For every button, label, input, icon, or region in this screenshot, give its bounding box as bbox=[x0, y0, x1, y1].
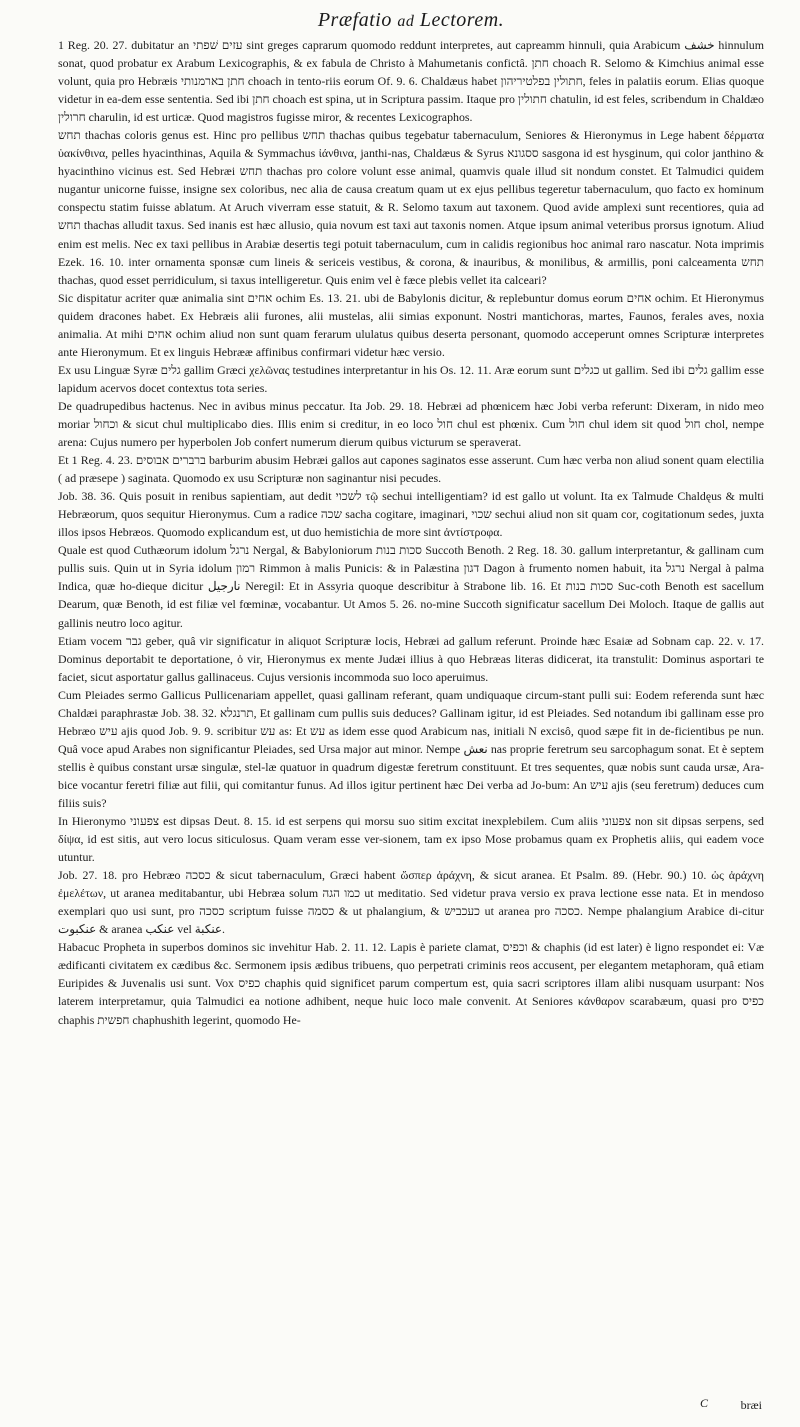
paragraph: Job. 27. 18. pro Hebræo כסכה & sicut tabernaculum, Græci habent ὥσπερ ἀράχνη, & sicut aranea. Et Psalm. 89. (Hebr. 90.) 10. ὡς ἀράχνη ἐμελέτων, ut aranea meditabantur, ubi Hebræa solum כמו הגה ut meditatio. Sed videtur prava versio ex prava lectione esse nata. Et in mendoso exemplari quo usi sunt, pro כסכה scriptum fuisse כסמה & ut phalangium, & כעכביש ut aranea pro כסכה. Nempe phalangium Arabice di-citur عنكبوت & aranea عنكب vel عنكبة. bbox=[58, 868, 764, 937]
running-head-right: Lectorem. bbox=[419, 9, 505, 31]
paragraph: Sic dispitatur acriter quæ animalia sint אחים ochim Es. 13. 21. ubi de Babylonis dicitur, & replebuntur domus eorum אחים ochim. Et Hieronymus quidem dracones habet. Ex Hebræis alii furones, alii mustelas, alii simias exponunt. Nostri mantichoras, martes, Faunos, ferales aves, noxia animalia. At mihi אחים ochim aliud non sunt quam ferarum ululatus quibus deserta personant, quomodo acceperunt omnes Scripturæ interpretes ante Hieronymum. Et ex linguis Hebrææ affinibus confirmari videtur hæc versio. bbox=[58, 290, 764, 359]
paragraph: Etiam vocem גבר geber, quâ vir significatur in aliquot Scripturæ locis, Hebræi ad gallum referunt. Proinde hæc Esaiæ ad Sobnam cap. 22. v. 17. Dominus deportabit te deportatione, ὁ vir, Hieronymus ex mente Judæi illius à quo Hebræas literas didicerat, ita transtulit: Dominus asportari te faciet, sicut asportatur gallus gallinaceus. Cujus versionis incommoda suo loco aperuimus. bbox=[58, 633, 764, 684]
catchword: bræi bbox=[740, 1398, 762, 1412]
paragraph: In Hieronymo צפעוני est dipsas Deut. 8. 15. id est serpens qui morsu suo sitim excitat inexplebilem. Cum aliis צפעוני non sit dipsas serpens, sed δίψα, id est sitis, aut vero locus siticulosus. Quam veram esse ver-sionem, tam ex ipso Mose probamus quam ex Prophetis aliis, qui eadem voce utuntur. bbox=[58, 814, 764, 865]
paragraph: Quale est quod Cuthæorum idolum נרגל Nergal, & Babyloniorum סכות בנות Succoth Benoth. 2 Reg. 18. 30. gallum interpretantur, & gallinam cum pullis suis. Quin ut in Syria idolum רמון Rimmon à malis Punicis: & in Palæstina דגון Dagon à frumento nomen habuit, ita נרגל Nergal à palma Indica, quæ ho-dieque dicitur نارجيل Neregil: Et in Assyria quoque describitur à Strabone lib. 16. Et סכות בנות Suc-coth Benoth est sacellum Dearum, quæ Benoth, id est filiæ vel fœminæ, vocabantur. Ut Amos 5. 26. no-mine Succoth significatur sacellum Dei Moloch. Itaque de gallis aut gallinis neutro loco agitur. bbox=[58, 543, 765, 630]
paragraph: Et 1 Reg. 4. 23. ברברים אבוסים barburim abusim Hebræi gallos aut capones saginatos esse asserunt. Cum hæc verba non aliud sonent quam electilia ( ad præsepe ) saginata. Quomodo ex usu Scripturæ non saginantur nisi pecudes. bbox=[58, 453, 764, 486]
paragraph: תחש thachas coloris genus est. Hinc pro pellibus תחש thachas quibus tegebatur tabernaculum, Seniores & Hieronymus in Lege habent δέρματα ὑακίνθινα, pelles hyacinthinas, Aquila & Symmachus ἰάνθινα, janthi-nas, Chaldæus & Syrus ססגונא sasgona id est hysginum, qui color janthino & hyacinthino vicinus est. Sed Hebræi תחש thachas pro colore volunt esse animal, quamvis quale illud sit nondum constet. Et Talmudici quidem nugantur unicorne fuisse, insigne sex coloribus, nec alia de causa creatum quam ut ex ejus pellibus tegeretur tabernaculum, quo facto ex hominum conspectu statim fuisse ablatum. At Aruch viverram esse statuit, & R. Selomo taxum aut taxonem. Quod avide amplexi sunt recentiores, quia ad תחש thachas alludit taxus. Sed inanis est hæc allusio, quia novum est taxi aut taxonis nomen. Atque ipsum animal veteribus prorsus ignotum. Aliud enim est melis. Nec ex taxi pellibus in Arabiæ desertis tegi potuit tabernaculum, cum in calidis regionibus hoc animal raro nascatur. Nota imprimis Ezek. 16. 10. inter ornamenta sponsæ cum lineis & sericeis vestibus, & corona, & inauribus, & monilibus, & armillis, poni calceamenta תחש thachas, quod esset perridiculum, si taxus intelligeretur. Quis enim vel è fæce plebis vellet ita calceari? bbox=[58, 128, 764, 287]
paragraph: Cum Pleiades sermo Gallicus Pullicenariam appellet, quasi gallinam referant, quam undiquaque circum-stant pulli sui: Eodem referenda sunt hæc Chaldæi paraphrastæ Job. 38. 32. תרנגלא, Et gallinam cum pullis suis deduces? Gallinam igitur, id est Pleiades. Sed notandum ibi gallinam esse pro Hebræo עיש ajis quod Job. 9. 9. scribitur עש as: Et עש as idem esse quod Arabicum nas, initiali N excisô, quod sæpe fit in de-ficientibus pe nun. Quâ voce apud Arabes non significantur Pleiades, sed Ursa major aut minor. Nempe نعش nas proprie feretrum seu sarcophagum sonat. Et è septem stellis è quibus constant ursæ singulæ, stel-læ quatuor in quadrum digestæ feretrum constituunt. Et tres sequentes, quæ nobis sunt cauda ursæ, Ara-bice vocantur feretri filiæ aut filii, qui comitantur funus. Ad illos igitur pertinent hæc Dei verba ad Jo-bum: An עיש ajis (seu feretrum) deduces cum filiis suis? bbox=[58, 687, 765, 810]
paragraph: Habacuc Propheta in superbos dominos sic invehitur Hab. 2. 11. 12. Lapis è pariete clamat, וכפיס & chaphis (id est later) è ligno respondet ei: Væ ædificanti civitatem ex cædibus &c. Sermonem ipsis ædibus tribuens, quo perpetrati criminis reos accusent, per elegantem metaphoram, quâ etiam Euripides & Juvenalis usi sunt. Vox כפיס chaphis quid significet parum compertum est, quia sacri scriptores illam alibi nusquam usurpant: Nos laterem interpretamur, quia Talmudici ea notione adhibent, neque huic loco male convenit. At Seniores κάνθαρον scarabæum, quasi pro כפיס chaphis חפשית chaphushith legerint, quomodo He- bbox=[58, 940, 764, 1027]
paragraph: 1 Reg. 20. 27. dubitatur an עזים שׁפתי sint greges caprarum quomodo reddunt interpretes, aut capreamm hinnuli, quia Arabicum خشف hinnulum sonat, quod probatur ex Arabum Lexicographis, & ex fabula de Christo à Mahumetanis confictâ. חתן choach R. Selomo & Kimchius animal esse volunt, quia pro Hebræis חתן בארמנותי choach in tento-riis eorum Of. 9. 6. Chaldæus habet חתולין בפלטיריהון, feles in palatiis eorum. Elias quoque videtur in ea-dem esse sententia. Sed ibi חתן choach est spina, ut in Scriptura passim. Itaque pro חתולין chatulin, id est feles, scribendum in Chaldæo חרולין charulin, id est urticæ. Quod magistros fugisse miror, & recentes Lexicographos. bbox=[58, 38, 764, 125]
paragraph: Ex usu Linguæ Syræ גלים gallim Græci χελῶνας testudines interpretantur in his Os. 12. 11. Aræ eorum sunt כגלים ut gallim. Sed ibi גלים gallim esse lapidum acervos docet contextus tota series. bbox=[58, 362, 764, 395]
paragraph: De quadrupedibus hactenus. Nec in avibus minus peccatur. Ita Job. 29. 18. Hebræi ad phœnicem hæc Jobi verba referunt: Dixeram, in nido meo moriar וכחול & sicut chul multiplicabo dies. Illis enim si creditur, in eo loco חול chul est phœnix. Cum חול chul idem sit quod חול chol, nempe arena: Cujus numero per hyperbolen Job confert numerum dierum quibus victurum se speraverat. bbox=[58, 398, 764, 450]
paragraph: Job. 38. 36. Quis posuit in renibus sapientiam, aut dedit לשכוי τῷ sechui intelligentiam? id est gallo ut volunt. Ita ex Talmude Chaldęus & multi Hebræorum, quos sequitur Hieronymus. Cum a radice שכה sacha cogitare, imaginari, שכוי sechui aliud non sit quam cor, cogitationum sedes, juxta illos ipsos Hebræos. Quomodo explicandum est, ut duo hemistichia de more sint ἀντίστροφα. bbox=[58, 489, 764, 540]
running-head-mid: ad bbox=[397, 13, 415, 30]
running-head-left: Præfatio bbox=[317, 9, 392, 31]
running-head bbox=[58, 6, 764, 34]
signature-mark: C bbox=[699, 1396, 708, 1410]
body-text bbox=[58, 36, 764, 1029]
